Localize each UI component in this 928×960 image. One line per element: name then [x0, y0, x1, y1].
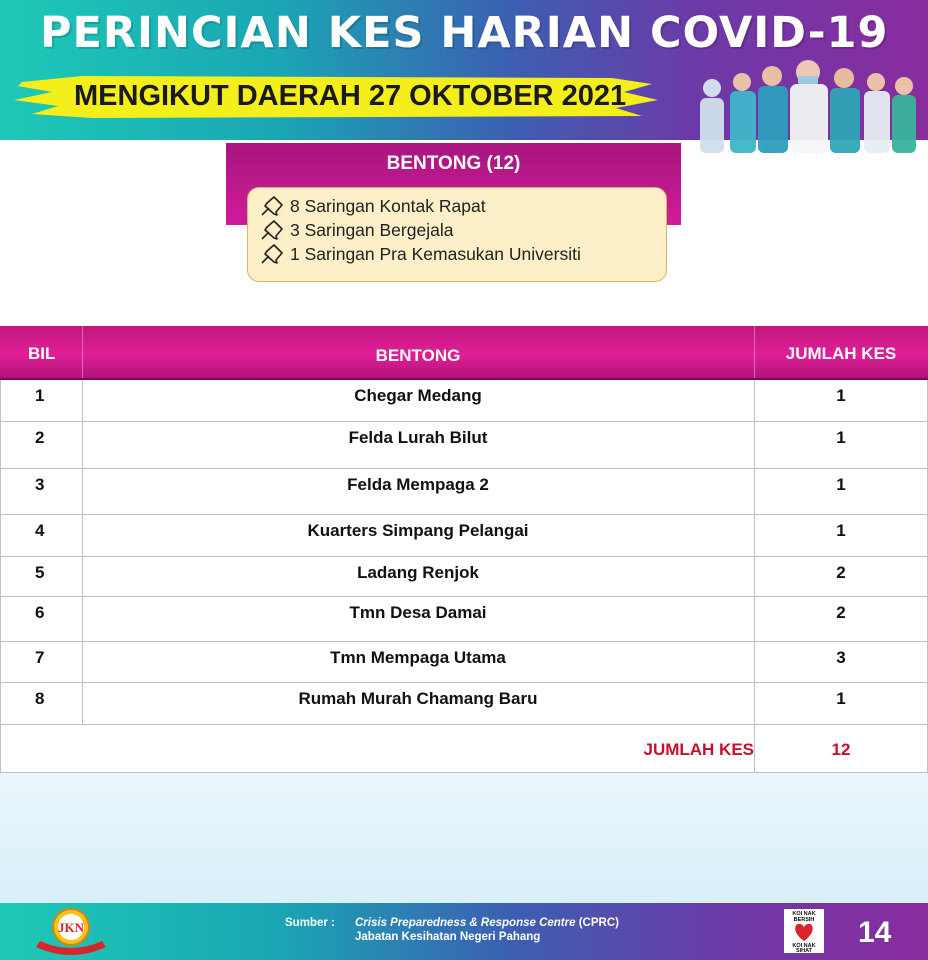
medical-staff-illustration [690, 58, 926, 156]
svg-text:JKN: JKN [58, 920, 84, 935]
summary-item-text: 8 Saringan Kontak Rapat [290, 195, 486, 216]
background-panel [0, 773, 928, 903]
table-row [0, 380, 928, 422]
row-number: 4 [35, 521, 45, 540]
source-organization: Crisis Preparedness & Response Centre (CPRC) [355, 917, 619, 929]
row-number: 6 [35, 603, 45, 622]
row-number: 8 [35, 689, 45, 708]
table-row [0, 469, 928, 515]
summary-item [258, 218, 666, 242]
summary-item [258, 242, 666, 266]
row-count: 2 [836, 563, 846, 582]
column-header-bil: BIL [28, 344, 56, 363]
pushpin-icon [258, 219, 284, 241]
summary-item-text: 1 Saringan Pra Kemasukan Universiti [290, 243, 581, 264]
column-header-count: JUMLAH KES [785, 344, 897, 363]
table-row [0, 515, 928, 557]
summary-list [247, 187, 667, 282]
pushpin-icon [258, 195, 284, 217]
row-count: 2 [836, 603, 846, 622]
jkn-logo [28, 903, 114, 959]
row-location: Kuarters Simpang Pelangai [307, 521, 529, 540]
pushpin-icon [258, 243, 284, 265]
summary-item [258, 194, 666, 218]
column-header-location: BENTONG [375, 346, 461, 365]
total-value: 12 [831, 740, 851, 759]
svg-text:KOI NAK: KOI NAK [792, 943, 816, 949]
summary-title: BENTONG (12) [386, 153, 521, 174]
row-location: Tmn Desa Damai [349, 603, 487, 622]
row-location: Tmn Mempaga Utama [330, 648, 506, 667]
row-number: 7 [35, 648, 45, 667]
table-row [0, 683, 928, 725]
table-row [0, 422, 928, 469]
row-number: 1 [35, 386, 45, 405]
row-number: 5 [35, 563, 45, 582]
row-number: 3 [35, 475, 45, 494]
row-location: Rumah Murah Chamang Baru [298, 689, 538, 708]
page-number: 14 [858, 916, 892, 949]
koi-nak-sihat-logo [784, 909, 824, 953]
table-row [0, 597, 928, 642]
table-row [0, 557, 928, 597]
page-subtitle: MENGIKUT DAERAH 27 OKTOBER 2021 [74, 80, 627, 112]
total-label: JUMLAH KES [643, 740, 754, 759]
summary-item-text: 3 Saringan Bergejala [290, 219, 454, 240]
cases-table [0, 326, 928, 380]
row-count: 1 [836, 428, 846, 447]
row-count: 1 [836, 475, 846, 494]
row-count: 1 [836, 386, 846, 405]
source-department: Jabatan Kesihatan Negeri Pahang [355, 931, 541, 943]
svg-text:BERSIH: BERSIH [793, 917, 815, 923]
table-header [0, 326, 928, 380]
page-title: PERINCIAN KES HARIAN COVID-19 [40, 8, 889, 58]
row-location: Chegar Medang [354, 386, 482, 405]
row-location: Felda Lurah Bilut [348, 428, 488, 447]
row-count: 3 [836, 648, 846, 667]
svg-text:KOI NAK: KOI NAK [792, 911, 816, 917]
svg-text:SIHAT: SIHAT [795, 948, 813, 953]
source-label: Sumber : [285, 917, 335, 929]
row-number: 2 [35, 428, 45, 447]
row-count: 1 [836, 689, 846, 708]
row-location: Ladang Renjok [357, 563, 479, 582]
row-count: 1 [836, 521, 846, 540]
table-row [0, 642, 928, 683]
row-location: Felda Mempaga 2 [347, 475, 489, 494]
